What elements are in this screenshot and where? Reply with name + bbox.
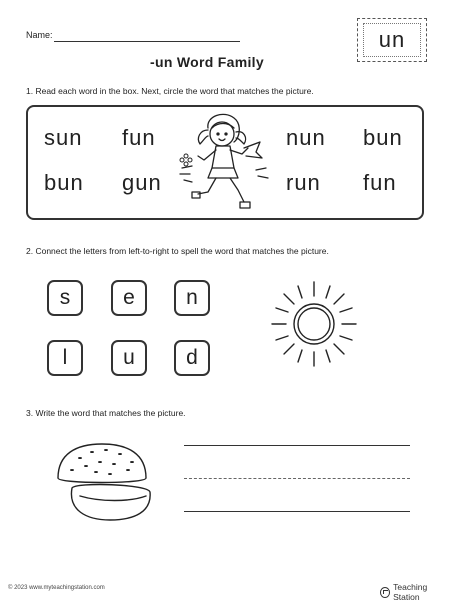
brand-name: Teaching Station [393, 582, 428, 602]
instruction-1: 1. Read each word in the box. Next, circle the word that matches the picture. [26, 86, 314, 96]
worksheet-title [150, 54, 264, 70]
word-option[interactable]: fun [122, 125, 156, 150]
name-label: Name: [26, 30, 53, 40]
writing-base-line[interactable] [184, 511, 410, 512]
title-word-family: -un [150, 54, 173, 70]
word-option[interactable]: bun [44, 170, 84, 195]
word-option[interactable]: run [286, 170, 321, 195]
word-option[interactable]: bun [363, 125, 403, 150]
word-option[interactable]: nun [286, 125, 326, 150]
letter-tile[interactable]: d [174, 340, 210, 376]
name-line[interactable] [54, 41, 240, 42]
letter-tile[interactable]: e [111, 280, 147, 316]
letter-tile[interactable]: n [174, 280, 210, 316]
title-rest: Word Family [172, 54, 264, 70]
writing-mid-dashed-line[interactable] [184, 478, 410, 479]
word-family-badge [357, 18, 427, 62]
writing-top-line[interactable] [184, 445, 410, 446]
letter-tile[interactable]: l [47, 340, 83, 376]
instruction-2: 2. Connect the letters from left-to-right to spell the word that matches the picture. [26, 246, 329, 256]
sun-image [268, 278, 360, 370]
word-option[interactable]: fun [363, 170, 397, 195]
running-girl-image [178, 108, 274, 214]
bun-image [50, 440, 160, 526]
instruction-3: 3. Write the word that matches the picture. [26, 408, 186, 418]
copyright-text: © 2023 www.myteachingstation.com [8, 585, 105, 591]
word-option[interactable]: gun [122, 170, 162, 195]
brand-logo [380, 582, 450, 602]
badge-text: un [363, 23, 421, 57]
letter-tile[interactable]: s [47, 280, 83, 316]
word-option[interactable]: sun [44, 125, 83, 150]
teaching-station-icon [380, 587, 390, 598]
letter-tile[interactable]: u [111, 340, 147, 376]
